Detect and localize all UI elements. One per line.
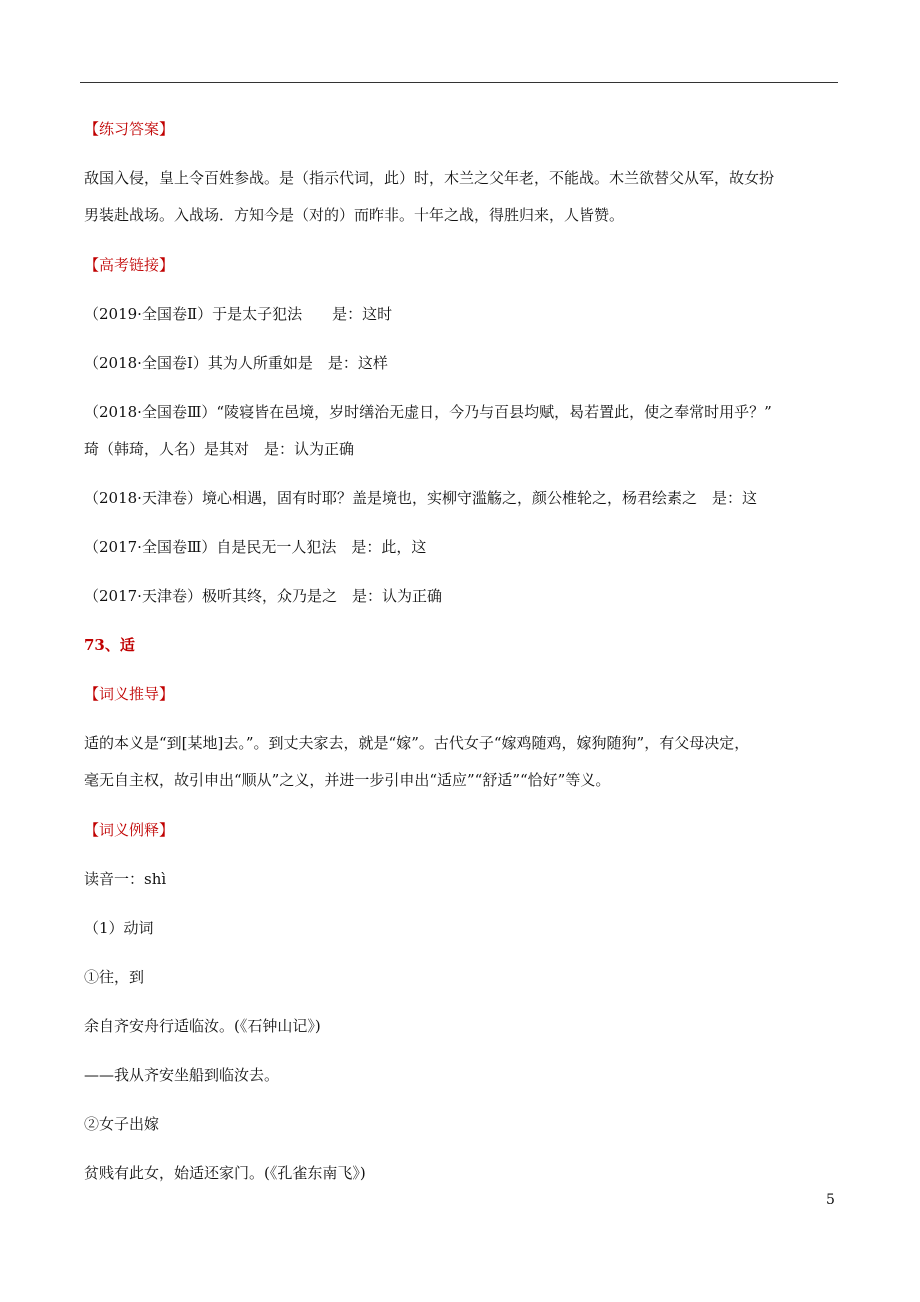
pos-verb: （1）动词: [84, 919, 154, 937]
example-1: 余自齐安舟行适临汝。(《石钟山记》): [84, 1017, 321, 1035]
gaokao-item-6: （2017·天津卷）极听其终，众乃是之 是：认为正确: [84, 587, 442, 605]
heading-meaning-derivation: 【词义推导】: [84, 685, 175, 703]
heading-meaning-examples: 【词义例释】: [84, 821, 175, 839]
derivation-line-1: 适的本义是“到[某地]去。”。到丈夫家去，就是“嫁”。古代女子“嫁鸡随鸡，嫁狗随狗”，有父母决定，: [84, 734, 750, 752]
heading-gaokao-link: 【高考链接】: [84, 256, 175, 274]
gaokao-item-2: （2018·全国卷Ⅰ）其为人所重如是 是：这样: [84, 354, 388, 372]
gaokao-item-5: （2017·全国卷Ⅲ）自是民无一人犯法 是：此，这: [84, 538, 427, 556]
heading-practice-answer: 【练习答案】: [84, 120, 175, 138]
example-2: 贫贱有此女，始适还家门。(《孔雀东南飞》): [84, 1164, 366, 1182]
derivation-line-2: 毫无自主权，故引申出“顺从”之义，并进一步引申出“适应”“舒适”“恰好”等义。: [84, 771, 611, 789]
entry-title-73: 73、适: [84, 636, 135, 654]
page-number: 5: [826, 1192, 835, 1208]
gaokao-item-4: （2018·天津卷）境心相遇，固有时耶？盖是境也，实柳守滥觞之，颜公椎轮之，杨君绘素之 是：这: [84, 489, 757, 507]
gaokao-item-1: （2019·全国卷Ⅱ）于是太子犯法 是：这时: [84, 305, 393, 323]
gaokao-item-3a: （2018·全国卷Ⅲ）“陵寝皆在邑境，岁时缮治无虚日，今乃与百县均赋，曷若置此，使之奉常时用乎？”: [84, 403, 772, 421]
gaokao-item-3b: 琦（韩琦，人名）是其对 是：认为正确: [84, 440, 355, 458]
sense-2: ②女子出嫁: [84, 1115, 160, 1133]
translation-1: ——我从齐安坐船到临汝去。: [84, 1066, 280, 1084]
answer-line-2: 男装赴战场。入战场．方知今是（对的）而昨非。十年之战，得胜归来，人皆赞。: [84, 206, 625, 224]
pronunciation-1: 读音一：shì: [84, 870, 167, 888]
sense-1: ①往，到: [84, 968, 145, 986]
answer-line-1: 敌国入侵，皇上令百姓参战。是（指示代词，此）时，木兰之父年老，不能战。木兰欲替父从军，故女扮: [84, 169, 775, 187]
header-rule: [80, 82, 838, 83]
